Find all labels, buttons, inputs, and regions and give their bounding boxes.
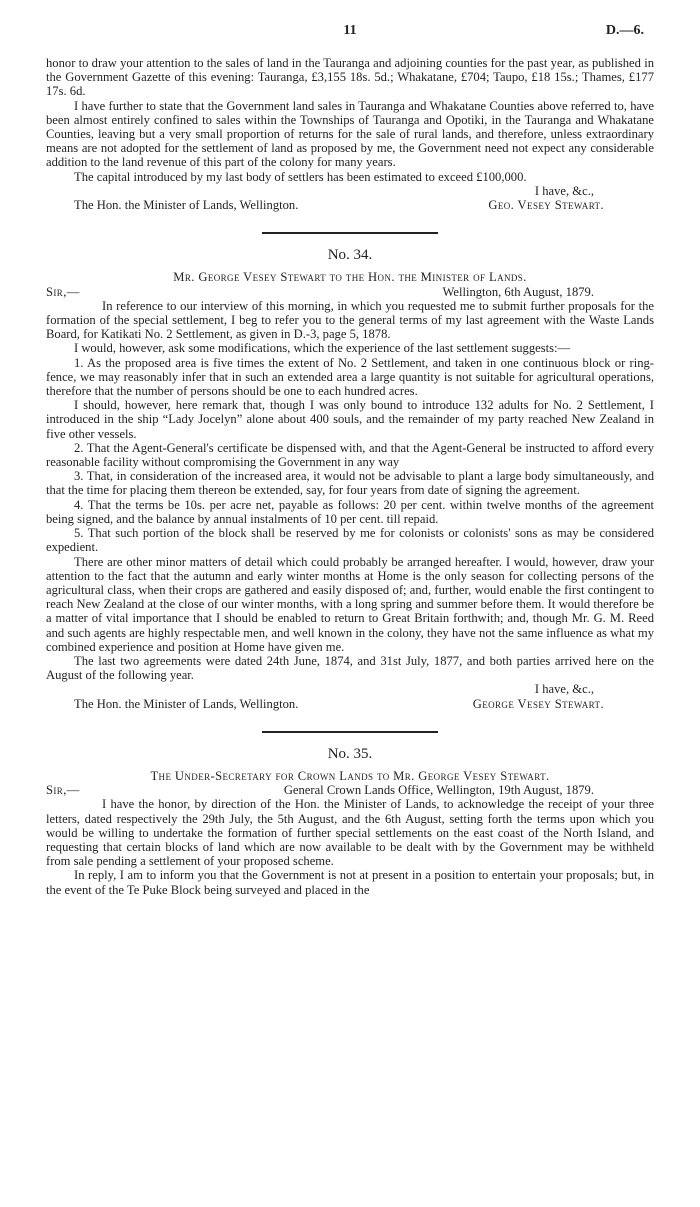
paragraph: I have further to state that the Government land sales in Tauranga and Whakatane Counties above referred to, have been almost entirely confined to sales within the Townships of Tauranga and Opotiki, in the Tauranga and Whakatane Counties, leaving but a very small proportion of returns for the sale of rural lands, and therefore, unless extraordinary means are not adopted for the settlement of land as proposed by me, the Government need not expect any considerable addition to the land revenue of this part of the colony for many years.: [46, 98, 654, 170]
letter-heading: Mr. George Vesey Stewart to the Hon. the Minister of Lands.: [173, 270, 527, 285]
signature-row: [46, 697, 654, 711]
addressee: The Hon. the Minister of Lands, Wellington.: [74, 696, 299, 711]
signature: George Vesey Stewart.: [472, 696, 604, 711]
signature: Geo. Vesey Stewart.: [488, 198, 604, 213]
place-date: General Crown Lands Office, Wellington, 19th August, 1879.: [283, 783, 594, 798]
letter-number: No. 34.: [327, 247, 373, 264]
paragraph: honor to draw your attention to the sales of land in the Tauranga and adjoining counties for the past year, as published in the Government Gazette of this evening: Tauranga, £3,155 18s. 5d.; Whakatane, £704; Taupo, £18 15s.; Thames, £177 17s. 6d.: [46, 56, 654, 99]
closing: I have, &c.,: [534, 682, 594, 697]
paragraph: 3. That, in consideration of the increased area, it would not be advisable to plant a large body simultaneously, and that the time for placing them thereon be extended, say, for four years from date of signing the agreement.: [46, 469, 654, 498]
paragraph: 2. That the Agent-General's certificate be dispensed with, and that the Agent-General be instructed to afford every reasonable facility without compromising the Government in any way: [46, 440, 654, 470]
salutation: Sir,—: [46, 284, 80, 299]
closing: I have, &c.,: [534, 183, 594, 198]
section-divider: [262, 232, 438, 234]
section-divider: [262, 731, 438, 733]
letter-heading: The Under-Secretary for Crown Lands to Mr. George Vesey Stewart.: [150, 768, 550, 783]
paragraph: I have the honor, by direction of the Hon. the Minister of Lands, to acknowledge the receipt of your three letters, dated respectively the 29th July, the 5th August, and the 6th August, setting forth the terms upon which you would be willing to undertake the formation of further special settlements on the east coast of the North Island, and requesting that certain blocks of land which are now available to be dealt with by the Government may be withheld from sale pending a settlement of your proposed scheme.: [46, 797, 654, 869]
salutation-row: [46, 285, 654, 299]
paragraph: I should, however, here remark that, though I was only bound to introduce 132 adults for No. 2 Settlement, I introduced in the ship “Lady Jocelyn” alone about 400 souls, and the remainder of my party reached New Zealand in five other vessels.: [46, 398, 654, 441]
salutation-row: [46, 783, 654, 797]
paragraph: I would, however, ask some modifications, which the experience of the last settlement suggests:—: [74, 341, 571, 356]
paragraph: In reference to our interview of this morning, in which you requested me to submit further proposals for the formation of the special settlement, I beg to refer you to the general terms of my last agreement with the Waste Lands Board, for Katikati No. 2 Settlement, as given in D.-3, page 5, 1878.: [46, 298, 654, 342]
letter-number: No. 35.: [327, 745, 373, 762]
letter-no-34: [46, 248, 654, 711]
paragraph: 4. That the terms be 10s. per acre net, payable as follows: 20 per cent. within twelve months of the agreement being signed, and the balance by annual instalments of 10 per cent. till repaid.: [46, 497, 654, 526]
salutation: Sir,—: [46, 783, 80, 798]
paragraph: The last two agreements were dated 24th June, 1874, and 31st July, 1877, and both parties arrived here on the August of the following year.: [46, 653, 654, 683]
paragraph: 1. As the proposed area is five times the extent of No. 2 Settlement, and taken in one continuous block or ring-fence, we may reasonably infer that in such an extended area a large quantity is not suitable for agricultural operations, therefore that the number of persons should be one to each hundred acres.: [46, 355, 654, 399]
signature-row: [46, 198, 654, 212]
paragraph: The capital introduced by my last body of settlers has been estimated to exceed £100,000.: [74, 169, 527, 184]
document-reference: D.—6.: [605, 23, 644, 38]
addressee: The Hon. the Minister of Lands, Wellington.: [74, 198, 299, 213]
paragraph: In reply, I am to inform you that the Government is not at present in a position to entertain your proposals; but, in the event of the Te Puke Block being surveyed and placed in the: [46, 868, 654, 897]
place-date: Wellington, 6th August, 1879.: [442, 284, 594, 299]
paragraph: 5. That such portion of the block shall be reserved by me for colonists or colonists' sons as may be considered expedient.: [46, 526, 654, 555]
page-number: 11: [343, 23, 357, 38]
previous-letter-continuation: [46, 56, 654, 212]
letter-no-35: [46, 747, 654, 897]
paragraph: There are other minor matters of detail which could probably be arranged hereafter. I would, however, draw your attention to the fact that the autumn and early winter months at Home is the only season for collecting persons of the agricultural class, when their crops are gathered and easily disposed of; and, further, would enable the first contingent to reach New Zealand at the close of our winter months, with a long spring and summer before them. It would therefore be a matter of vital importance that I should be enabled to return to Great Britain forthwith; and, though Mr. G. M. Reed and such agents are highly respectable men, and well known in the colony, they have not the same influence as what my combined experience and position at Home have given me.: [46, 554, 654, 654]
